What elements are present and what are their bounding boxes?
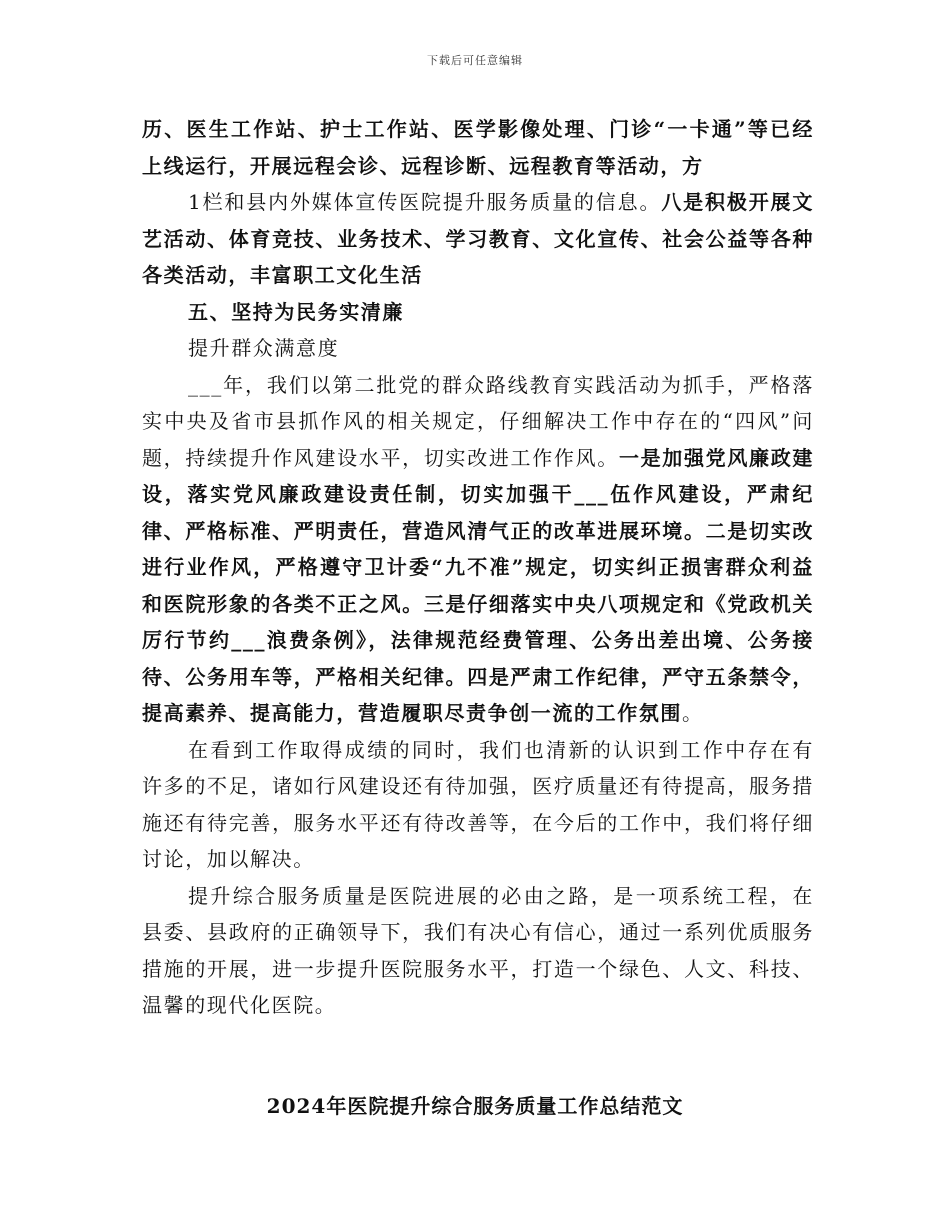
- paragraph-2-regular: 1栏和县内外媒体宣传医院提升服务质量的信息。: [188, 190, 662, 214]
- paragraph-1: 历、医生工作站、护士工作站、医学影像处理、门诊“一卡通”等已经上线运行，开展远程会诊、远程诊断、远程教育等活动，方: [142, 117, 814, 178]
- paragraph-6: 在看到工作取得成绩的同时，我们也清新的认识到工作中存在有许多的不足，诸如行风建设还有待加强，医疗质量还有待提高，服务措施还有待完善，服务水平还有待改善等，在今后的工作中，我们将仔细讨论，加以解决。: [142, 737, 814, 871]
- paragraph-5: [142, 367, 814, 732]
- paragraph-2: [142, 184, 814, 294]
- paragraph-5-regular: ___年，我们以第二批党的群众路线教育实践活动为抓手，严格落实中央及省市县抓作风的相关规定，仔细解决工作中存在的“四风”问题，持续提升作风建设水平，切实改进工作作风。: [142, 372, 814, 470]
- page-header: 下载后可任意编辑: [427, 54, 523, 67]
- document-title: 2024年医院提升综合服务质量工作总结范文: [266, 1094, 684, 1118]
- paragraph-5-end: 。: [682, 701, 704, 725]
- paragraph-5-bold: 一是加强党风廉政建设，落实党风廉政建设责任制，切实加强干___伍作风建设，严肃纪律、严格标准、严明责任，营造风清气正的改革进展环境。二是切实改进行业作风，严格遵守卫计委“九不准”规定，切实纠正损害群众利益和医院形象的各类不正之风。三是仔细落实中央八项规定和《党政机关厉行节约___浪费条例》，法律规范经费管理、公务出差出境、公务接待、公务用车等，严格相关纪律。四是严肃工作纪律，严守五条禁令，提高素养、提高能力，营造履职尽责争创一流的工作氛围: [142, 445, 814, 725]
- paragraph-2-bold: 八是积极开展文艺活动、体育竞技、业务技术、学习教育、文化宣传、社会公益等各种各类活动，丰富职工文化生活: [142, 190, 814, 287]
- document-body: [142, 111, 814, 1024]
- section-subheading: 提升群众满意度: [188, 336, 340, 360]
- section-heading: 五、坚持为民务实清廉: [188, 299, 404, 324]
- paragraph-7: 提升综合服务质量是医院进展的必由之路，是一项系统工程，在县委、县政府的正确领导下，我们有决心有信心，通过一系列优质服务措施的开展，进一步提升医院服务水平，打造一个绿色、人文、科技、温馨的现代化医院。: [142, 883, 814, 1017]
